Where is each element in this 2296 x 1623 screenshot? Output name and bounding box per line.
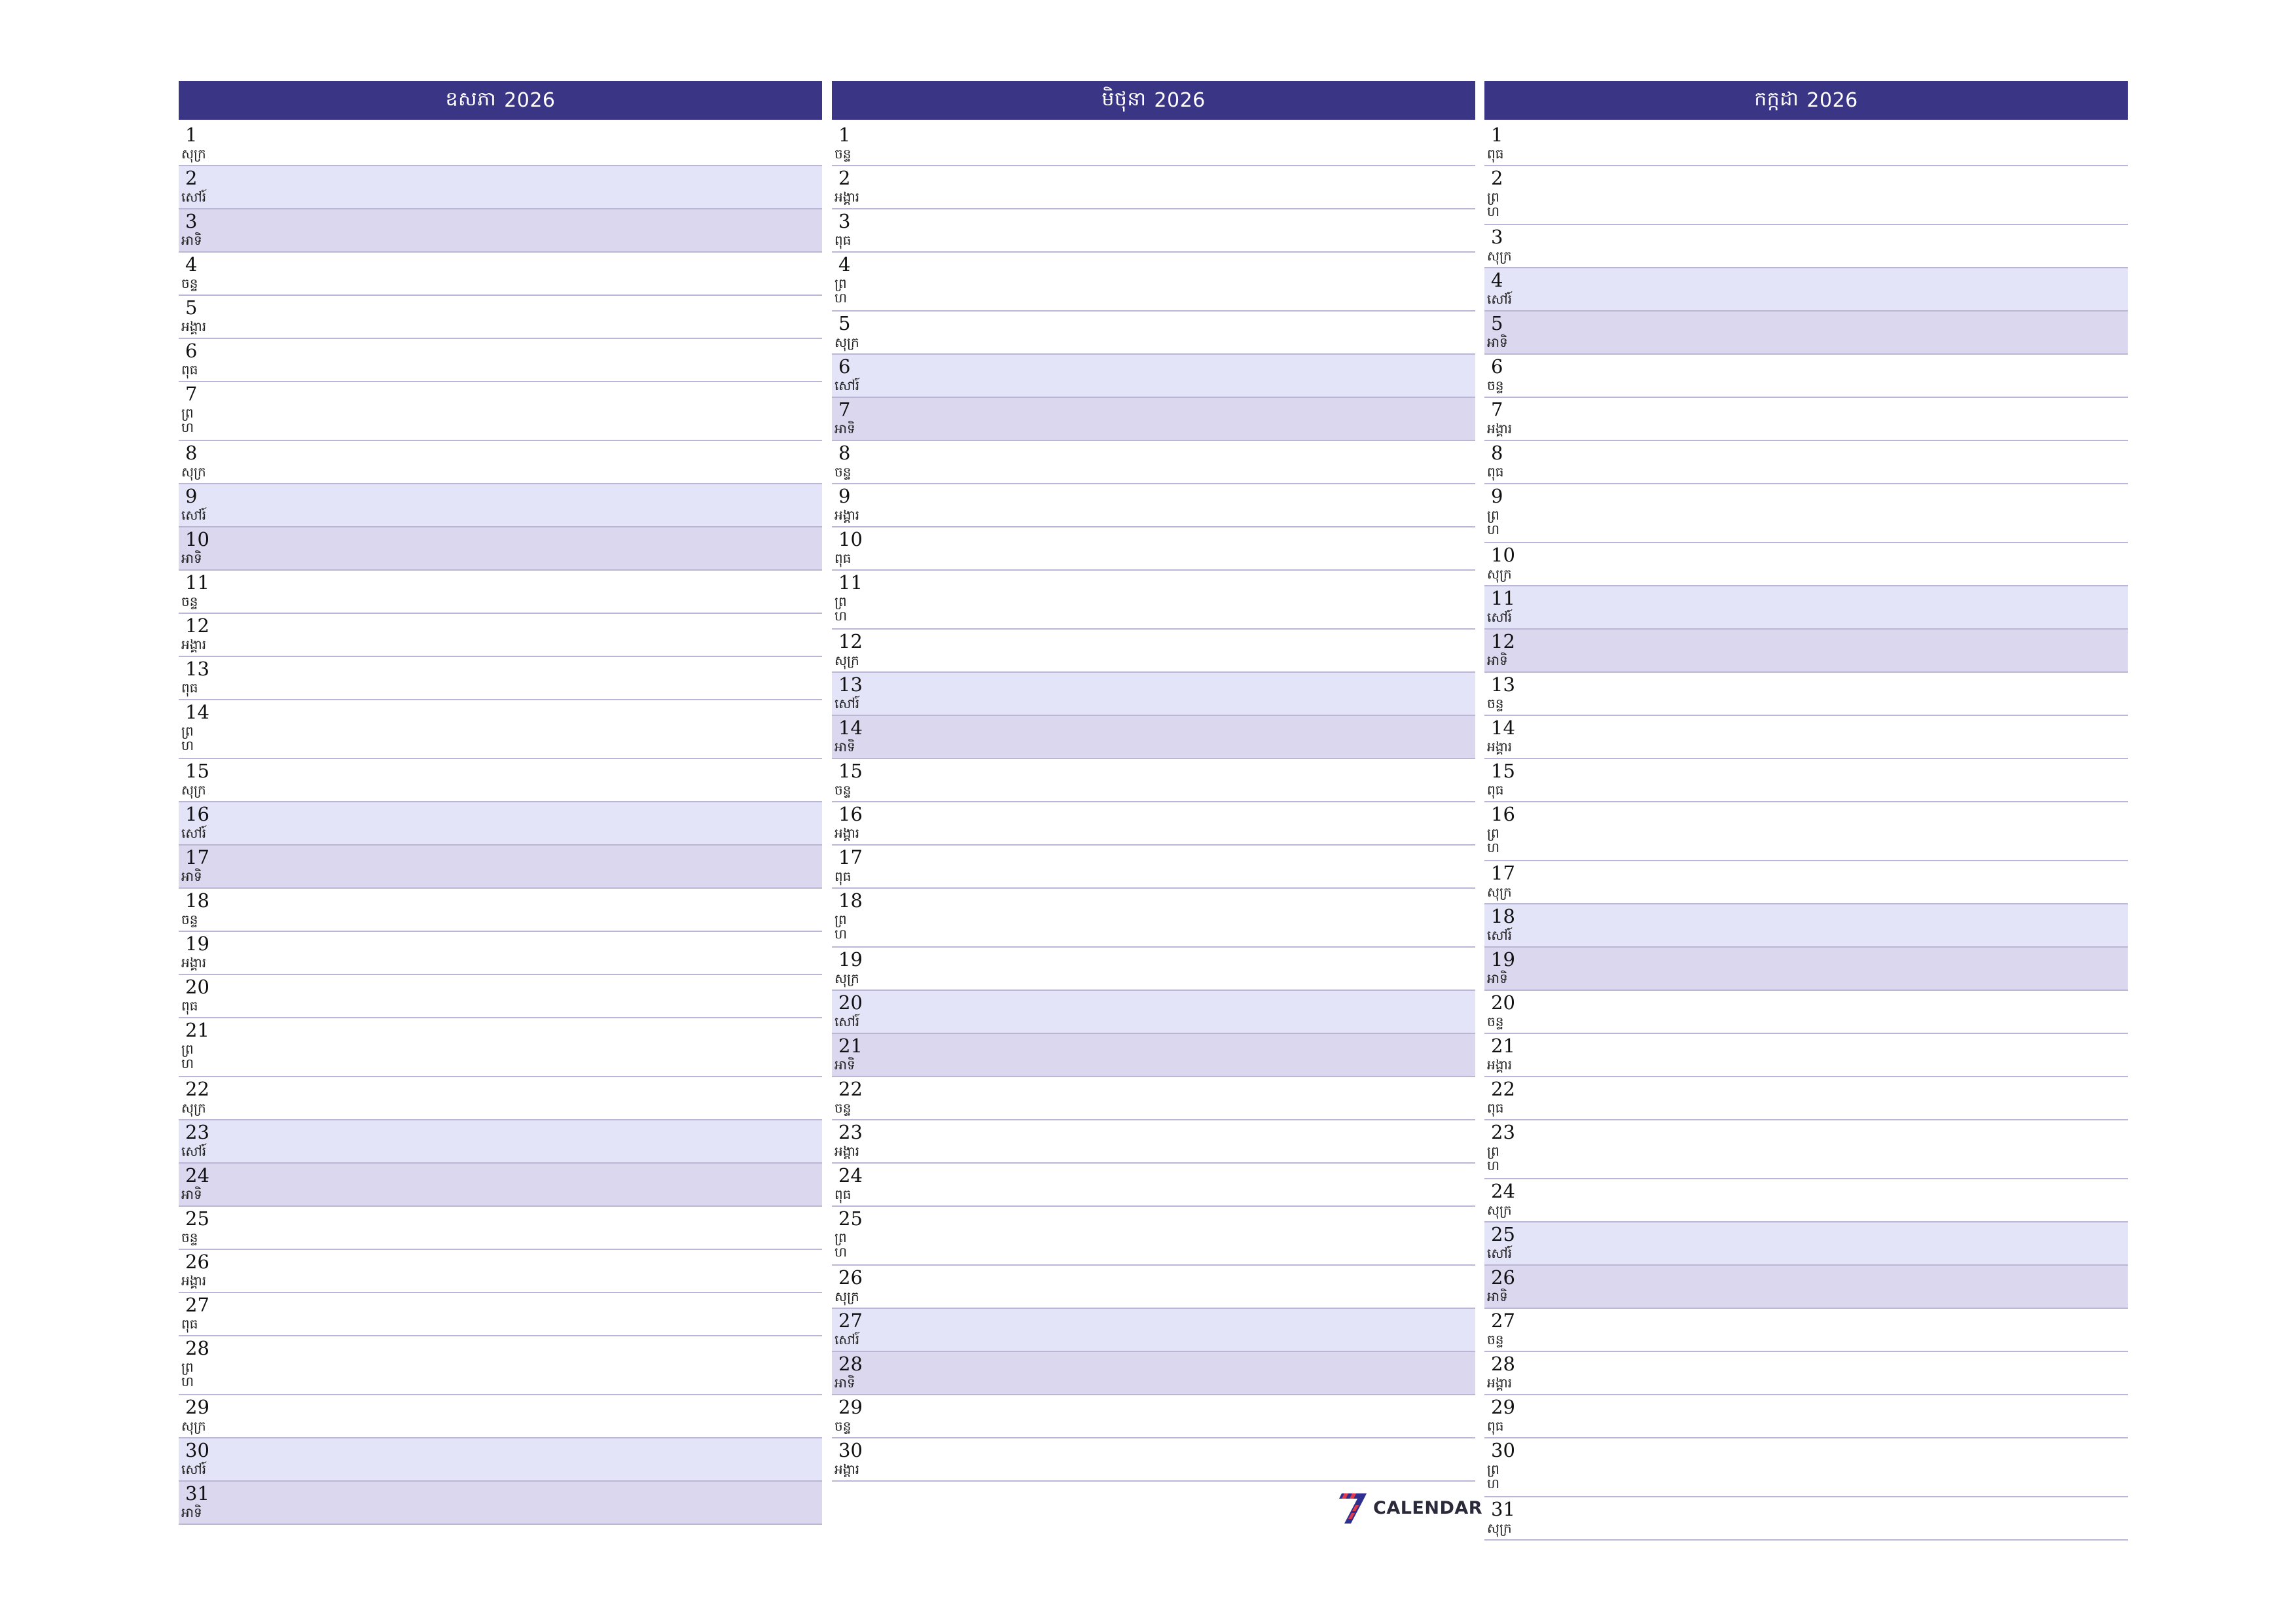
weekday-label: សៅរ៍ [181,507,207,523]
weekday-label: សៅរ៍ [1487,927,1513,943]
weekday-label: សៅរ៍ [181,825,207,841]
weekday-label: សៅរ៍ [181,1143,207,1159]
day-number: 25 [185,1207,209,1230]
day-number: 5 [1491,312,1503,334]
day-number: 23 [838,1121,863,1143]
weekday-label: អាទិ [834,421,855,437]
day-row [1484,759,2128,802]
weekday-label: សុក្រ [834,652,859,668]
day-number: 27 [838,1310,863,1332]
day-number: 8 [838,442,851,464]
day-row [832,1266,1475,1309]
day-number: 31 [185,1482,209,1505]
day-list [1484,123,2128,1541]
day-row [179,339,822,382]
day-row [832,571,1475,630]
day-number: 30 [838,1439,863,1461]
day-number: 7 [1491,399,1503,421]
day-row [179,1482,822,1525]
month-name: ឧសភា [445,87,497,111]
day-row [179,1018,822,1077]
weekday-label: សុក្រ [181,782,206,798]
day-row [179,209,822,253]
day-row [832,1309,1475,1352]
month-name: មិថុនា [1102,87,1147,111]
weekday-label: ចន្ទ [834,1418,852,1434]
day-number: 31 [1491,1498,1515,1520]
day-row [832,759,1475,802]
day-row [1484,268,2128,312]
day-row [1484,1352,2128,1395]
weekday-label: អាទិ [1487,334,1508,350]
day-row [832,166,1475,209]
day-number: 12 [838,630,863,652]
weekday-label: ពុធ [834,550,852,566]
day-number: 19 [185,933,209,955]
day-number: 19 [838,948,863,971]
day-row [1484,1309,2128,1352]
day-row [179,382,822,441]
day-row [1484,1438,2128,1497]
day-number: 14 [185,701,209,723]
weekday-label: អង្គារ [181,319,207,334]
day-number: 20 [185,976,209,998]
day-number: 28 [838,1353,863,1375]
weekday-label: អង្គារ [181,637,207,652]
day-number: 18 [1491,905,1515,927]
day-number: 1 [838,124,851,146]
weekday-label: ពុធ [834,232,852,248]
weekday-label: អង្គារ [181,1273,207,1289]
weekday-label: អង្គារ [181,955,207,971]
day-number: 17 [1491,862,1515,884]
day-row [1484,904,2128,948]
day-number: 4 [838,253,851,276]
weekday-label: សៅរ៍ [181,1461,207,1477]
month-header [1484,81,2128,120]
day-row [179,484,822,527]
day-number: 7 [838,399,851,421]
weekday-label: ព្រហ [181,1359,194,1389]
day-row [832,253,1475,312]
day-number: 1 [185,124,198,146]
weekday-label: អាទិ [1487,1289,1508,1304]
day-row [1484,861,2128,904]
day-row [832,527,1475,571]
day-row [1484,1077,2128,1120]
day-row [832,1077,1475,1120]
day-row [832,802,1475,846]
weekday-label: សៅរ៍ [834,696,860,711]
weekday-label: អាទិ [834,1375,855,1391]
day-number: 22 [185,1078,209,1100]
day-number: 6 [1491,355,1503,378]
day-row [1484,543,2128,586]
day-row [179,700,822,759]
weekday-label: ពុធ [1487,464,1504,480]
day-row [179,296,822,339]
day-row [179,1207,822,1250]
weekday-label: ចន្ទ [181,276,198,291]
weekday-label: ព្រហ [834,1230,848,1260]
day-row [832,889,1475,948]
day-row [1484,673,2128,716]
day-row [179,932,822,975]
day-number: 8 [185,442,198,464]
month-header [179,81,822,120]
weekday-label: ពុធ [1487,1100,1504,1116]
weekday-label: អង្គារ [834,1143,860,1159]
day-number: 9 [185,485,198,507]
weekday-label: សុក្រ [1487,566,1512,582]
day-number: 20 [1491,991,1515,1014]
day-number: 2 [185,167,198,189]
day-row [1484,1179,2128,1222]
day-number: 23 [1491,1121,1515,1143]
weekday-label: សៅរ៍ [1487,291,1513,307]
day-row [832,1034,1475,1077]
weekday-label: អង្គារ [1487,739,1513,755]
day-number: 23 [185,1121,209,1143]
day-number: 9 [838,485,851,507]
weekday-label: អាទិ [181,868,202,884]
day-row [1484,1120,2128,1179]
day-number: 13 [1491,673,1515,696]
weekday-label: ព្រហ [1487,825,1500,855]
day-row [1484,586,2128,630]
day-number: 11 [838,571,863,594]
weekday-label: ពុធ [181,362,198,378]
day-number: 21 [838,1035,863,1057]
day-row [832,1438,1475,1482]
day-number: 6 [838,355,851,378]
weekday-label: ពុធ [834,1186,852,1202]
day-number: 18 [838,889,863,912]
day-number: 28 [185,1337,209,1359]
day-row [179,1336,822,1395]
day-number: 15 [838,760,863,782]
day-row [179,1395,822,1438]
day-number: 3 [838,210,851,232]
day-number: 20 [838,991,863,1014]
day-row [179,889,822,932]
day-number: 4 [1491,269,1503,291]
day-number: 10 [1491,544,1515,566]
day-number: 7 [185,383,198,405]
weekday-label: សុក្រ [181,1100,206,1116]
day-number: 5 [185,296,198,319]
month-year: 2026 [1154,89,1206,112]
weekday-label: អាទិ [181,550,202,566]
weekday-label: ចន្ទ [1487,1332,1504,1347]
weekday-label: អង្គារ [1487,421,1513,437]
day-number: 26 [838,1266,863,1289]
day-row [1484,991,2128,1034]
day-row [179,846,822,889]
day-row [1484,312,2128,355]
calendar-logo [1338,1491,1482,1525]
day-row [1484,1395,2128,1438]
day-row [832,1207,1475,1266]
weekday-label: សុក្រ [834,971,859,986]
day-row [179,253,822,296]
seven-striped-logo-icon [1338,1491,1368,1525]
day-row [832,312,1475,355]
month-column-may [179,81,822,1525]
weekday-label: សៅរ៍ [1487,1245,1513,1261]
day-list [832,123,1475,1482]
day-number: 26 [1491,1266,1515,1289]
weekday-label: សៅរ៍ [834,1332,860,1347]
weekday-label: អង្គារ [834,507,860,523]
day-row [179,975,822,1018]
day-number: 10 [838,528,863,550]
weekday-label: អង្គារ [834,189,860,205]
day-row [1484,1266,2128,1309]
day-row [832,716,1475,759]
day-row [832,630,1475,673]
weekday-label: ពុធ [1487,146,1504,162]
weekday-label: អាទិ [1487,652,1508,668]
day-number: 29 [185,1396,209,1418]
weekday-label: សៅរ៍ [181,189,207,205]
day-number: 30 [1491,1439,1515,1461]
day-row [1484,1497,2128,1541]
day-number: 8 [1491,442,1503,464]
day-row [1484,716,2128,759]
day-number: 16 [185,803,209,825]
day-number: 22 [1491,1078,1515,1100]
weekday-label: ពុធ [181,998,198,1014]
day-row [832,441,1475,484]
day-row [1484,948,2128,991]
weekday-label: ព្រហ [181,723,194,753]
weekday-label: ពុធ [834,868,852,884]
day-row [832,1164,1475,1207]
day-row [1484,398,2128,441]
day-row [1484,225,2128,268]
weekday-label: អាទិ [181,1505,202,1520]
day-row [1484,123,2128,166]
day-number: 12 [1491,630,1515,652]
weekday-label: សៅរ៍ [834,1014,860,1029]
day-row [832,846,1475,889]
day-number: 22 [838,1078,863,1100]
weekday-label: សុក្រ [181,1418,206,1434]
weekday-label: សុក្រ [1487,884,1512,900]
day-row [179,166,822,209]
weekday-label: ព្រហ [1487,1461,1500,1491]
day-number: 24 [838,1164,863,1186]
day-list [179,123,822,1525]
weekday-label: ព្រហ [834,276,848,306]
day-row [832,1395,1475,1438]
weekday-label: អាទិ [181,1186,202,1202]
weekday-label: ចន្ទ [181,912,198,927]
weekday-label: សុក្រ [1487,1202,1512,1218]
weekday-label: អាទិ [834,1057,855,1073]
day-row [179,1250,822,1293]
weekday-label: ចន្ទ [834,1100,852,1116]
day-number: 12 [185,615,209,637]
day-number: 5 [838,312,851,334]
day-number: 25 [1491,1223,1515,1245]
weekday-label: ចន្ទ [834,146,852,162]
weekday-label: ព្រហ [1487,189,1500,219]
weekday-label: អង្គារ [1487,1375,1513,1391]
month-name: កក្កដា [1754,87,1799,111]
weekday-label: សុក្រ [1487,248,1512,264]
day-number: 21 [185,1019,209,1041]
weekday-label: ចន្ទ [181,1230,198,1245]
day-row [832,398,1475,441]
day-row [179,1077,822,1120]
day-number: 3 [1491,226,1503,248]
day-number: 13 [838,673,863,696]
day-number: 26 [185,1251,209,1273]
day-number: 19 [1491,948,1515,971]
day-number: 24 [1491,1180,1515,1202]
weekday-label: ចន្ទ [834,782,852,798]
day-row [832,1352,1475,1395]
day-number: 6 [185,340,198,362]
day-number: 3 [185,210,198,232]
weekday-label: ពុធ [1487,1418,1504,1434]
day-number: 15 [1491,760,1515,782]
day-number: 28 [1491,1353,1515,1375]
day-row [1484,166,2128,225]
day-number: 16 [838,803,863,825]
month-year: 2026 [1806,89,1858,112]
day-row [832,991,1475,1034]
weekday-label: ព្រហ [834,594,848,624]
weekday-label: ចន្ទ [181,594,198,609]
day-number: 27 [185,1294,209,1316]
weekday-label: ពុធ [181,680,198,696]
day-number: 11 [1491,587,1515,609]
day-number: 10 [185,528,209,550]
weekday-label: ព្រហ [834,912,848,942]
day-row [179,1164,822,1207]
day-row [832,484,1475,527]
weekday-label: ព្រហ [1487,1143,1500,1173]
month-header [832,81,1475,120]
day-row [179,1293,822,1336]
day-row [179,571,822,614]
weekday-label: សៅរ៍ [1487,609,1513,625]
day-row [1484,484,2128,543]
day-number: 24 [185,1164,209,1186]
weekday-label: ចន្ទ [1487,378,1504,393]
day-row [179,1438,822,1482]
weekday-label: អាទិ [834,739,855,755]
weekday-label: ពុធ [181,1316,198,1332]
day-row [179,657,822,700]
day-number: 30 [185,1439,209,1461]
day-number: 2 [838,167,851,189]
day-row [179,614,822,657]
day-row [179,527,822,571]
day-row [1484,802,2128,861]
weekday-label: អង្គារ [834,825,860,841]
weekday-label: សុក្រ [181,146,206,162]
day-number: 27 [1491,1310,1515,1332]
day-number: 17 [838,846,863,868]
day-row [1484,441,2128,484]
month-column-june [832,81,1475,1482]
weekday-label: ព្រហ [181,405,194,435]
day-row [179,1120,822,1164]
day-row [1484,355,2128,398]
weekday-label: ព្រហ [1487,507,1500,537]
month-column-july [1484,81,2128,1541]
day-number: 1 [1491,124,1503,146]
day-row [1484,1034,2128,1077]
weekday-label: ពុធ [1487,782,1504,798]
day-row [832,948,1475,991]
weekday-label: ចន្ទ [1487,696,1504,711]
weekday-label: អាទិ [181,232,202,248]
day-number: 14 [1491,717,1515,739]
day-number: 18 [185,889,209,912]
day-number: 16 [1491,803,1515,825]
day-number: 9 [1491,485,1503,507]
weekday-label: សុក្រ [1487,1520,1512,1536]
day-number: 11 [185,571,209,594]
day-row [179,123,822,166]
weekday-label: ចន្ទ [1487,1014,1504,1029]
weekday-label: ព្រហ [181,1041,194,1071]
day-number: 2 [1491,167,1503,189]
day-number: 13 [185,658,209,680]
day-number: 21 [1491,1035,1515,1057]
day-row [832,209,1475,253]
day-number: 25 [838,1207,863,1230]
day-number: 29 [838,1396,863,1418]
day-row [832,1120,1475,1164]
day-row [1484,1222,2128,1266]
weekday-label: សៅរ៍ [834,378,860,393]
day-number: 17 [185,846,209,868]
day-row [832,355,1475,398]
weekday-label: អាទិ [1487,971,1508,986]
day-number: 29 [1491,1396,1515,1418]
weekday-label: សុក្រ [181,464,206,480]
day-row [179,802,822,846]
day-number: 14 [838,717,863,739]
logo-text: CALENDAR [1373,1497,1483,1518]
day-number: 15 [185,760,209,782]
day-number: 4 [185,253,198,276]
weekday-label: អង្គារ [1487,1057,1513,1073]
day-row [832,673,1475,716]
month-year: 2026 [504,89,556,112]
weekday-label: ចន្ទ [834,464,852,480]
weekday-label: សុក្រ [834,1289,859,1304]
day-row [1484,630,2128,673]
day-row [179,441,822,484]
day-row [179,759,822,802]
weekday-label: សុក្រ [834,334,859,350]
weekday-label: អង្គារ [834,1461,860,1477]
day-row [832,123,1475,166]
